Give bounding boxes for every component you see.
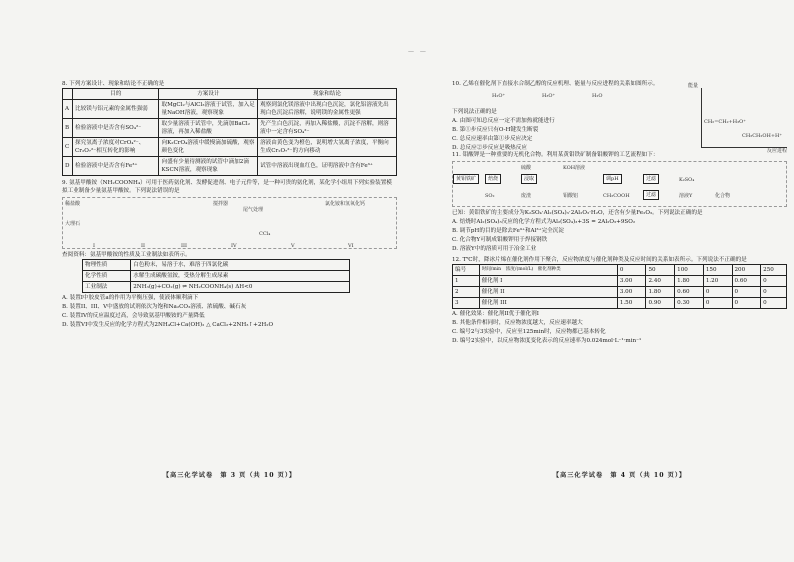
option-d: D. 装置VI中发生反应的化学方程式为2NH₄Cl+Ca(OH)₂ △ CaCl₂+2NH₃↑+2H₂O [62,322,274,328]
table-row: B 检验溶液中是否含有SO₄²⁻ 取少量溶液于试管中，先滴加BaCl₂溶液，再加入稀盐酸 先产生白色沉淀，再加入稀盐酸，沉淀不溶解，则溶液中一定含有SO₄²⁻ [63,119,397,138]
table-row: 3 催化剂 III 1.50 0.90 0.30 0 0 0 [453,298,787,309]
question-12 [452,256,787,345]
apparatus-figure: 稀盐酸 大理石 I II III 搅拌器 尾气处理 IV CCl₄ V 氯化铵和氢氧化钙 VI [62,197,397,249]
q10-figure: H₂O⁺ H₃O⁺ H₂O 下列说法正确的是 A. 由图可知总反应一定不需加热就能进行 B. 第①步反应只有O-H键发生断裂 C. 总反应速率由第①步反应决定 D. 总反应②步反应是吸热反应 能量 反应进程 CH₂=CH₂+H₃O⁺ CH₃CH₂OH+H⁺ [452,83,787,154]
option-b: B. 调节pH的目的是除去Fe³⁺和Al³⁺完全沉淀 [452,228,564,234]
energy-graph: 能量 反应进程 CH₂=CH₂+H₃O⁺ CH₃CH₂OH+H⁺ [688,83,787,154]
option-d: D. 总反应②步反应是吸热反应 [452,145,527,151]
table-row: C 探究氢离子浓度对CrO₄²⁻、Cr₂O₇²⁻相互转化的影响 向K₂CrO₄溶液中缓慢滴加硫酸，观察颜色变化 溶液由黄色变为橙色，说明增大氢离子浓度，平衡向生成Cr₂O₇²⁻的方向移动 [63,138,397,157]
q8-header-design: 方案设计 [159,89,258,100]
question-9 [62,179,397,329]
q9-info-table [82,259,350,293]
table-row: A 比较镁与铝元素的金属性强弱 取MgCl₂与AlCl₃溶液于试管，加入足量NaOH溶液，观察现象 观察到氯化镁溶液中出现白色沉淀，氯化铝溶液先出现白色沉淀后溶解，说明镁的金属性更强 [63,100,397,119]
question-8 [62,80,397,176]
question-11 [452,151,787,253]
table-row: 物理性质 白色粉末，易溶于水，难溶于四氯化碳 [83,260,350,271]
q11-note: 已知：黄钼铁矿的主要成分为K₂SO₄·Al₂(SO₄)₃·2Al₂O₃·H₂O，还含有少量Fe₂O₃。下列说法正确的是 [452,210,703,216]
option-c: C. 编号2与3实验中，反应至125min时，反应物都已基本转化 [452,329,606,335]
right-page [452,80,787,480]
option-a: A. 装置I中胶皮管a的作用为平衡压强，使液体顺利滴下 [62,295,199,301]
table-row: 化学性质 水解生成碳酸氢铵，受热分解生成尿素 [83,271,350,282]
option-b: B. 装置II、III、V中盛放的试剂依次为饱和Na₂CO₃溶液、浓硫酸、碱石灰 [62,304,247,310]
left-page [62,80,397,480]
page-footer: 【高三化学试卷 第 3 页（共 10 页）】 [162,472,297,479]
option-c: C. 化合物Y可制成钼酸钾用于焊接钢铁 [452,237,548,243]
q8-header-result: 现象和结论 [258,89,397,100]
question-10 [452,80,787,154]
option-d: D. 溶液Y中的溶质可用于冶金工业 [452,246,537,252]
q10-stem: 10. 乙烯在催化剂下直接水合制乙醇的反应机理、能量与反应进程的关系如图所示。 [452,81,659,87]
table-row: 2 催化剂 II 3.00 1.80 0.60 0 0 0 [453,287,787,298]
table-row: 1 催化剂 I 3.00 2.40 1.80 1.20 0.60 0 [453,276,787,287]
q8-stem: 8. 下列方案设计、现象和结论不正确的是 [62,81,165,87]
q8-table [62,88,397,176]
q12-stem: 12. T℃时，降冰片烯在催化剂作用下聚合，反应物浓度与催化剂种类及反应时间的关系如表所示。下列说法不正确的是 [452,257,747,263]
option-d: D. 编号2实验中，以反应物浓度变化表示的反应速率为0.024mol·L⁻¹·min⁻¹ [452,338,642,344]
q9-stem: 9. 氨基甲酸铵（NH₂COONH₄）可用于医药氨化剂、发酵促进剂、电子元件等，是一种可贵的氨化剂，某化学小组用下列实验装置模拟工业制备少量氨基甲酸铵。下列说法错误的是 [62,180,392,194]
table-row: 工业制法 2NH₃(g)+CO₂(g) ⇌ NH₂COONH₄(s) ΔH<0 [83,282,350,293]
q8-header-purpose: 目的 [73,89,159,100]
q10-options [452,116,555,152]
option-c: C. 总反应速率由第①步反应决定 [452,136,533,142]
page-footer: 【高三化学试卷 第 4 页（共 10 页）】 [552,472,687,479]
q11-options [452,218,787,253]
option-b: B. 第①步反应只有O-H键发生断裂 [452,127,539,133]
q9-options [62,294,397,329]
q12-options [452,310,787,345]
q12-table: 编号 时间/min 浓度/(mol/L) 催化剂种类 0 50 100 150 200 250 1 催化剂 I 3.00 2.40 1.80 1.20 0.60 0 2 催化剂 II 3.00 1.80 0.60 0 0 0 3 催化剂 III 1.50 0.90 0.30 0 0 0 [452,264,787,309]
option-a: A. 焙烧时Al₂(SO₄)₃反应的化学方程式为Al₂(SO₄)₃+3S = 2Al₂O₃+9SO₂ [452,219,636,225]
top-marks: — — [408,48,428,55]
option-a: A. 催化效果：催化剂II优于催化剂I [452,311,539,317]
option-a: A. 由图可知总反应一定不需加热就能进行 [452,118,555,124]
table-row: D 检验溶液中是否含有Fe³⁺ 向盛有少量待测液的试管中滴加2滴KSCN溶液，观察现象 试管中溶液出现血红色，证明溶液中含有Fe³⁺ [63,157,397,176]
option-c: C. 装置IV的反应温度过高，会导致氨基甲酸铵的产量降低 [62,313,205,319]
option-b: B. 其他条件相同时，反应物浓度越大，反应速率越大 [452,320,583,326]
q9-info-title: 查阅资料：氨基甲酸铵的性质及工业制法如表所示。 [62,252,191,258]
q11-stem: 11. 钼酸钾是一种重要的无机化合物。利用某黄钼铁矿制备钼酸钾的工艺流程如下： [452,152,659,158]
q10-sub: 下列说法正确的是 [452,109,497,115]
process-flow: 黄钼铁矿 焙烧 硫酸 浸取 KOH溶液 调pH 过滤 K₂SO₄ SO₂ 废渣 钼酸铝 CH₃COOH 过滤 溶液Y 化合物 [452,161,787,207]
